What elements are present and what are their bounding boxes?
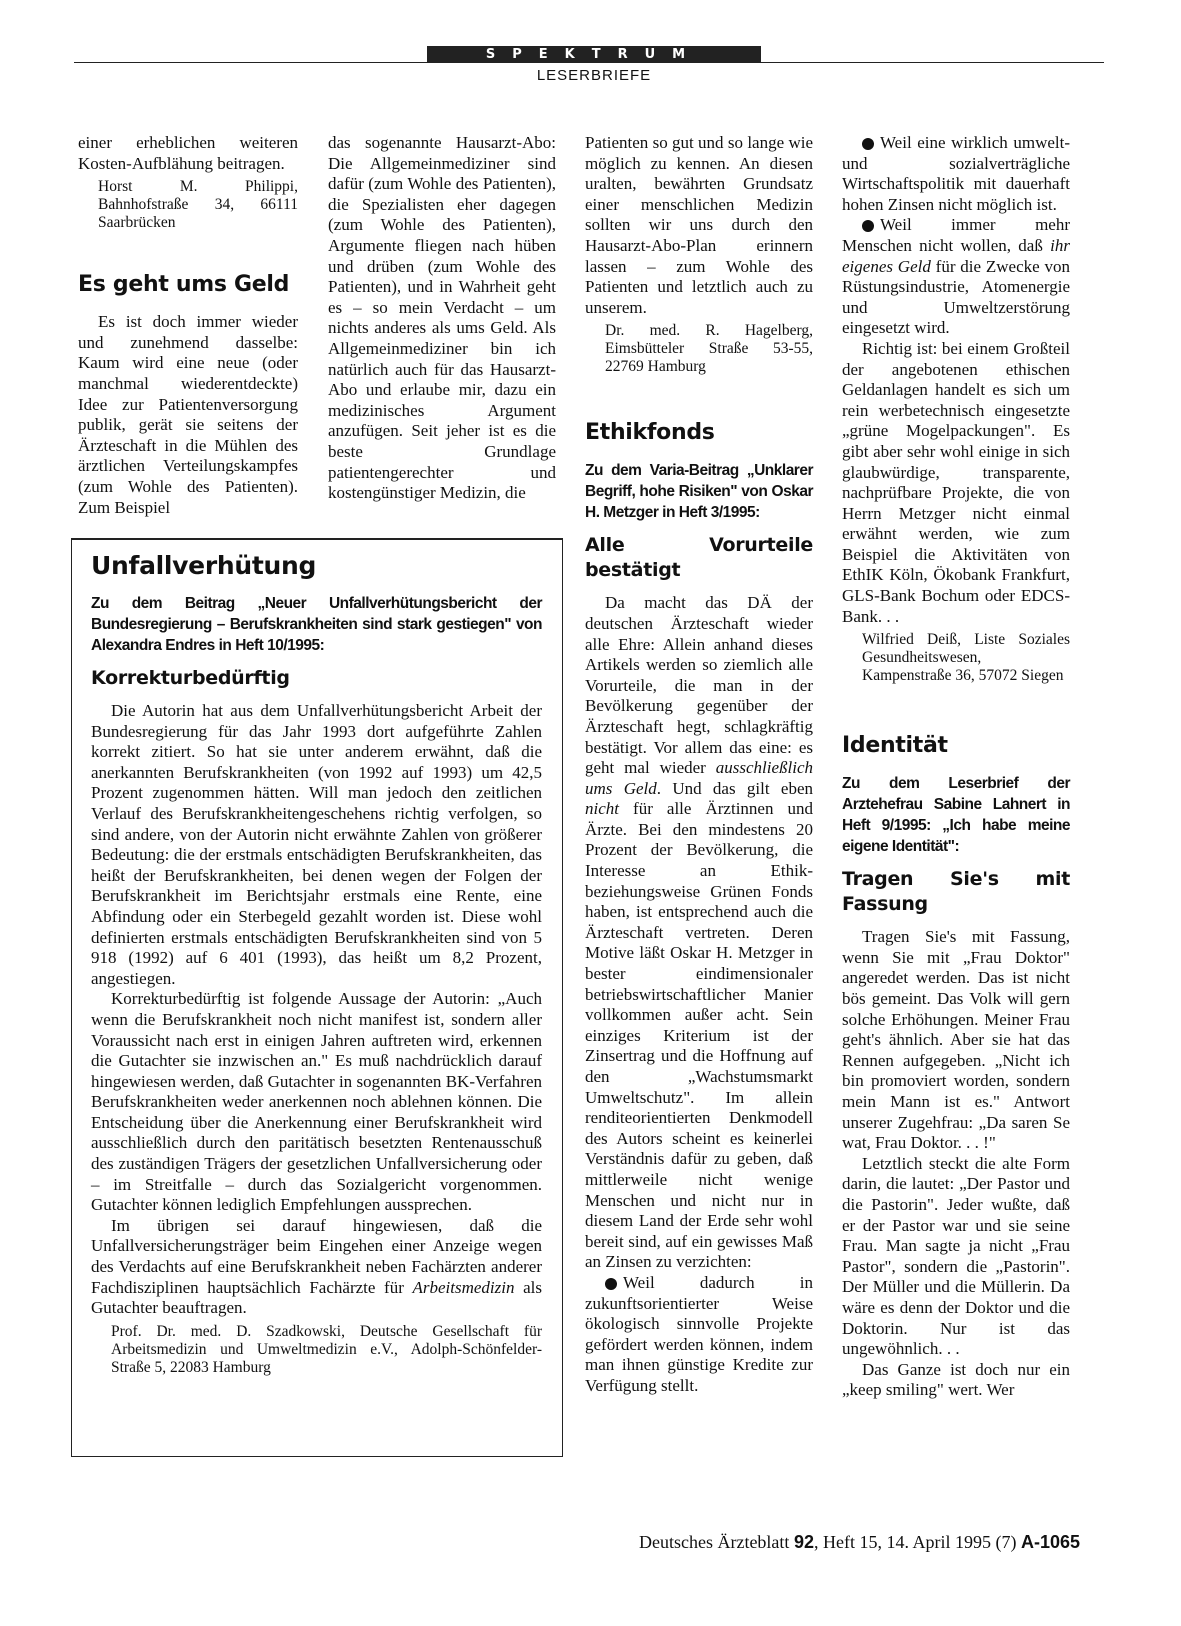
bullet-item: Weil eine wirklich umwelt- und sozialverträgliche Wirtschaftspolitik mit dauerhaft hohen Zinsen nicht möglich ist. [842, 133, 1070, 214]
bullet-item: Weil dadurch in zukunftsorientierter Weise ökologisch sinnvolle Projekte gefördert werden können, indem man ihnen günstige Kredite zur Verfügung stellt. [585, 1272, 813, 1395]
section-intro: Zu dem Varia-Beitrag „Unklarer Begriff, hohe Risiken" von Oskar H. Metzger in Heft 3/1995: [585, 462, 813, 522]
letter-body: Richtig ist: bei einem Großteil der angebotenen ethischen Geldanlagen handelt es sich um rein werbetechnisch eingesetzte „grüne Mogelpackungen". Es gibt aber sehr wohl einige in sich glaubwürdige, transparente, nachprüfbare Projekte, die von Herrn Metzger nicht einmal erwähnt werden, wie zum Beispiel die Aktivitäten von EthIK Köln, Ökobank Frankfurt, GLS-Bank Bochum oder EDCS-Bank. . . [842, 338, 1070, 626]
bullet-item: Weil immer mehr Menschen nicht wollen, daß ihr eigenes Geld für die Zwecke von Rüstungsindustrie, Atomenergie und Umweltzerstörung eingesetzt wird. [842, 215, 1071, 338]
letter-continuation: Patienten so gut und so lange wie möglich zu kennen. An diesen uralten, bewährten Grundsatz einer menschlichen Medizin sollten wir uns durch den Hausarzt-Abo-Plan erinnern lassen – zum Wohle des Patienten und letztlich auch zu unserem. [585, 133, 813, 317]
page-number: A-1065 [1020, 1532, 1080, 1552]
letter-body: Da macht das DÄ der deutschen Ärzteschaft wieder alle Ehre: Allein anhand dieses Artikels werden so ziemlich alle Vorurteile, die man in der Bevölkerung gegenüber der Ärzteschaft hegt, schlagkräftig bestätigt. Vor allem das eine: es geht mal wieder ausschließlich ums Geld. Und das gilt eben nicht für alle Ärztinnen und Ärzte. Bei den mindestens 20 Prozent der Bevölkerung, die Interesse an Ethik- beziehungsweise Grünen Fonds haben, ist entsprechend auch die Ärzteschaft vertreten. Deren Motive läßt Oskar H. Metzger in bester eindimensionaler betriebswirtschaftlicher Manier vollkommen außer acht. Sein einziges Kriterium ist der Zinsertrag und die Hoffnung auf den „Wachstumsmarkt Umweltschutz". Im allein renditeorientierten Denkmodell des Autors scheint es keinerlei Verständnis dafür zu geben, daß mittlerweile nicht wenige Menschen und nicht nur in diesem Land der Erde sehr wohl bereit sind, auf ein gewisses Maß an Zinsen zu verzichten: [585, 593, 813, 1272]
bullet-icon [605, 1278, 617, 1290]
box-signature: Prof. Dr. med. D. Szadkowski, Deutsche Gesellschaft für Arbeitsmedizin und Umweltmedizin e.V., Adolph-Schönfelder-Straße 5, 22083 Hamburg [111, 1322, 542, 1376]
section-heading: Identität [842, 733, 948, 759]
letter-body-cont: das sogenannte Hausarzt-Abo: Die Allgemeinmediziner sind dafür (zum Wohle des Patienten), die Spezialisten eher dagegen (zum Wohle des Patienten), Argumente fliegen nach hüben und drüben (zum Wohle des Patienten), und in Wahrheit geht es – so mein Verdacht – um nichts anderes als ums Geld. Als Allgemeinmediziner bin ich natürlich auch für das Hausarzt-Abo und erlaube mir, dazu ein medizinisches Argument anzufügen. Seit jeher ist es die beste Grundlage patientengerechter und kostengünstiger Medizin, die [328, 133, 556, 503]
bullet-icon [862, 138, 874, 150]
column-2-top [328, 133, 556, 504]
bullet-icon [862, 220, 874, 232]
box-paragraph: Im übrigen sei darauf hingewiesen, daß die Unfallversicherungsträger beim Eingehen einer Anzeige wegen des Verdachts auf eine Berufskrankheit neben Fachärzten anderer Fachdisziplinen hauptsächlich Fachärzte für Arbeitsmedizin als Gutachter beauftragen. [91, 1215, 543, 1318]
letter-heading: Es geht ums Geld [78, 272, 290, 298]
box-paragraph: Korrekturbedürftig ist folgende Aussage der Autorin: „Auch wenn die Berufskrankheit noch nicht manifest ist, sondern aller Voraussicht nach erst in einigen Jahren auftreten wird, erkennen die Gutachter sie inzwischen an." Es muß nachdrücklich darauf hingewiesen werden, daß Gutachter in sogenannten BK-Verfahren Berufskrankheiten weder anerkennen noch ablehnen können. Die Entscheidung über die Anerkennung einer Berufskrankheit wird ausschließlich durch den paritätisch besetzten Rentenausschuß des zuständigen Trägers der gesetzlichen Unfallversicherung oder – im Streitfalle – durch das Sozialgericht vorgenommen. Gutachter können lediglich Empfehlungen aussprechen. [91, 989, 542, 1215]
letter-continuation: einer erheblichen weiteren Kosten-Aufblähung beitragen. [78, 133, 298, 173]
subsection-label: LESERBRIEFE [536, 67, 652, 84]
section-intro: Zu dem Leserbrief der Arztehefrau Sabine Lahnert in Heft 9/1995: „Ich habe meine eigene Identität": [842, 775, 1070, 856]
letter-signature: Dr. med. R. Hagelberg, Eimsbütteler Straße 53-55, 22769 Hamburg [605, 322, 813, 376]
column-4 [842, 133, 1070, 1401]
letter-body: Es ist doch immer wieder und zunehmend dasselbe: Kaum wird eine neue (oder manchmal wiederentdeckte) Idee zur Patientenversorgung publik, gerät sie seitens der Ärzteschaft in die Mühlen des ärztlichen Verteilungskampfes (zum Wohle des Patienten). Zum Beispiel [78, 312, 298, 517]
box-paragraph: Die Autorin hat aus dem Unfallverhütungsbericht Arbeit der Bundesregierung für das Jahr 1993 dort aufgeführte Zahlen korrekt zitiert. So hat sie unter anderem erwähnt, daß die anerkannten Berufskrankheiten (von 1992 auf 1993) um 42,5 Prozent zugenommen hätten. Will man jedoch den zeitlichen Verlauf des Berufskrankheitengeschehens richtig verfolgen, so sind andere, von der Autorin nicht erwähnte Zahlen von größerer Bedeutung: die der erstmals entschädigten Berufskrankheiten, das heißt der Berufskrankheiten, bei denen wegen der Folgen der Berufskrankheit im Berichtsjahr erstmals eine Rente, eine Abfindung oder ein Sterbegeld gezahlt worden ist. Diese wohl definierten erstmals entschädigten Berufskrankheiten sind von 5 918 (1992) auf 6 401 (1993), das heißt um 8,2 Prozent, angestiegen. [91, 701, 542, 988]
letter-body: Letztlich steckt die alte Form darin, die lautet: „Der Pastor und die Pastorin". Jeder wußte, daß er der Pastor war und sie seine Frau. Man sagte ja nicht „Frau Pastor", sondern die „Pastorin". Der Müller und die Müllerin. Da wäre es denn der Doktor und die Doktorin. Nur ist das ungewöhnlich. . . [842, 1153, 1070, 1359]
letter-heading: Tragen Sie's mit Fassung [842, 868, 1070, 916]
letter-signature: Horst M. Philippi, Bahnhofstraße 34, 66111 Saarbrücken [98, 178, 298, 232]
box-intro: Zu dem Beitrag „Neuer Unfallverhütungsbericht der Bundesregierung – Berufskrankheiten sind stark gestiegen" von Alexandra Endres in Heft 10/1995: [91, 595, 542, 654]
box-subheading: Korrekturbedürftig [91, 667, 290, 689]
box-content [91, 553, 542, 1377]
box-heading: Unfallverhütung [91, 551, 317, 580]
column-1-top [78, 133, 298, 518]
letter-body: Tragen Sie's mit Fassung, wenn Sie mit „Frau Doktor" angeredet werden. Das ist nicht bös gemeint. Das Volk will gern solche Erhöhungen. Meiner Frau geht's ähnlich. Aber sie hat das Rennen aufgegeben. „Nicht ich bin promoviert worden, sondern mein Mann ist es." Antwort unserer Zugehfrau: „Da saren Se wat, Frau Doktor. . . !" [842, 927, 1070, 1153]
column-3 [585, 133, 813, 1397]
page-footer: Deutsches Ärzteblatt 92, Heft 15, 14. April 1995 (7) A-1065 [638, 1532, 1080, 1552]
letter-signature: Wilfried Deiß, Liste Soziales Gesundheitswesen, Kampenstraße 36, 57072 Siegen [862, 631, 1070, 685]
section-label: SPEKTRUM [427, 46, 761, 63]
letter-body: Das Ganze ist doch nur ein „keep smiling" wert. Wer [842, 1359, 1070, 1400]
section-heading: Ethikfonds [585, 420, 715, 446]
letter-heading: Alle Vorurteile bestätigt [585, 534, 813, 582]
